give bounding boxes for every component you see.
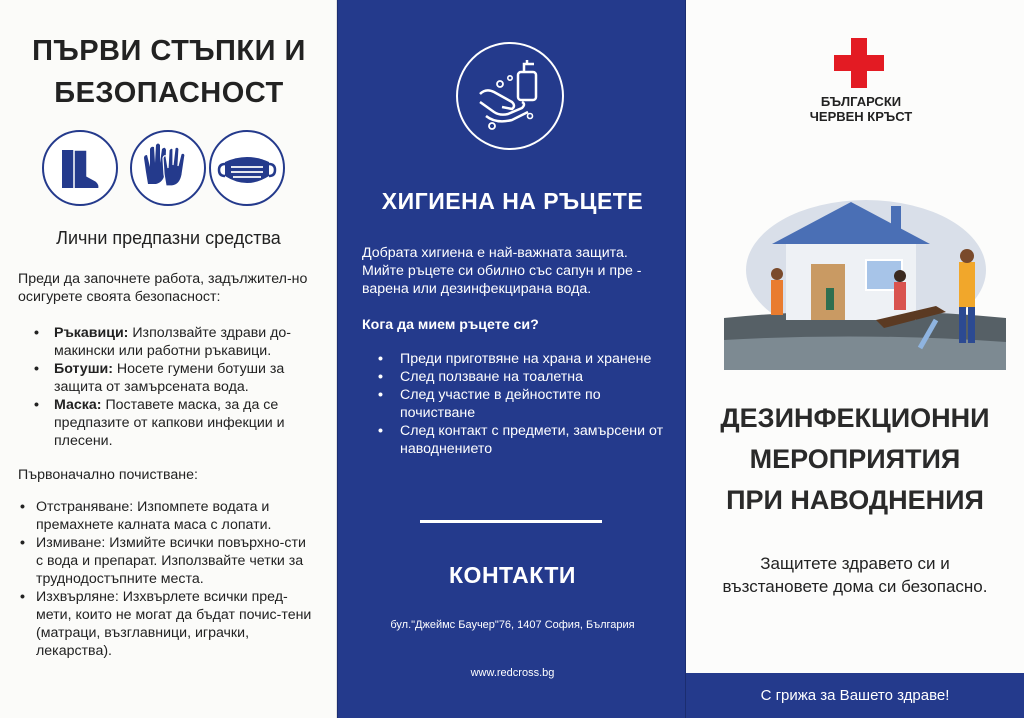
safety-intro: Преди да започнете работа, задължител-но осигурете своята безопасност: xyxy=(18,271,308,305)
left-panel xyxy=(0,0,337,718)
org-name-line1: БЪЛГАРСКИ xyxy=(820,94,902,109)
gloves-icon xyxy=(130,130,206,206)
mask-icon xyxy=(209,130,285,206)
subtitle-line2: възстановете дома си безопасно. xyxy=(722,577,988,596)
address: бул."Джеймс Баучер"76, 1407 София, България xyxy=(390,619,635,631)
left-title-line1: ПЪРВИ СТЪПКИ И xyxy=(32,35,306,67)
title-line1: ДЕЗИНФЕКЦИОННИ xyxy=(720,403,990,433)
list-item: • Преди приготвяне на храна и хранене xyxy=(376,350,666,368)
middle-panel xyxy=(337,0,686,718)
list-item: • Измиване: Измийте всички повърхно-сти с вода и препарат. Използвайте четки за труднодостъпните места. xyxy=(18,534,314,588)
list-item: • След участие в дейностите по почистване xyxy=(376,386,666,422)
left-title xyxy=(24,30,314,114)
list-item: • Отстраняване: Изпомпете водата и премахнете калната маса с лопати. xyxy=(18,498,314,534)
list-item: • След ползване на тоалетна xyxy=(376,368,666,386)
ppe-caption: Лични предпазни средства xyxy=(56,228,281,248)
list-item: • Ботуши: Носете гумени ботуши за защита от замърсената вода. xyxy=(28,360,316,396)
red-cross-logo xyxy=(834,38,884,88)
list-item: • Ръкавици: Използвайте здрави до-макински или работни ръкавици. xyxy=(28,324,316,360)
list-item: • След контакт с предмети, замърсени от наводнението xyxy=(376,422,666,458)
handwashing-icon xyxy=(456,42,564,150)
org-name-line2: ЧЕРВЕН КРЪСТ xyxy=(809,109,913,124)
divider xyxy=(420,520,602,523)
left-title-line2: БЕЗОПАСНОСТ xyxy=(54,77,284,109)
boots-icon xyxy=(42,130,118,206)
list-item: • Маска: Поставете маска, за да се предпазите от капкови инфекции и плесени. xyxy=(28,396,316,450)
hand-hygiene-body: Добрата хигиена е най-важната защита. Мийте ръцете си обилно със сапун и пре - варена или дезинфекцирана вода. xyxy=(362,245,642,297)
when-list xyxy=(376,350,666,458)
title-line3: ПРИ НАВОДНЕНИЯ xyxy=(726,485,984,515)
brochure-title xyxy=(686,398,1024,521)
right-panel xyxy=(686,0,1024,718)
contacts-heading: КОНТАКТИ xyxy=(449,562,576,588)
title-line2: МЕРОПРИЯТИЯ xyxy=(749,444,961,474)
list-item: • Изхвърляне: Изхвърлете всички пред-мети, които не могат да бъдат почис-тени (матраци, възглавници, играчки, лекарства). xyxy=(18,588,314,660)
footer-band xyxy=(686,673,1024,718)
footer-slogan: С грижа за Вашето здраве! xyxy=(760,687,950,704)
org-name xyxy=(776,94,946,124)
cleaning-list xyxy=(18,498,314,660)
hand-hygiene-heading: ХИГИЕНА НА РЪЦЕТЕ xyxy=(381,188,644,214)
when-question: Кога да мием ръцете си? xyxy=(362,317,539,333)
flood-cleanup-illustration xyxy=(716,190,1006,370)
safety-list xyxy=(28,324,316,450)
cleaning-heading: Първоначално почистване: xyxy=(18,467,198,483)
subtitle-line1: Защитете здравето си и xyxy=(760,554,950,573)
brochure-subtitle xyxy=(686,552,1024,598)
website-link[interactable]: www.redcross.bg xyxy=(470,667,555,679)
